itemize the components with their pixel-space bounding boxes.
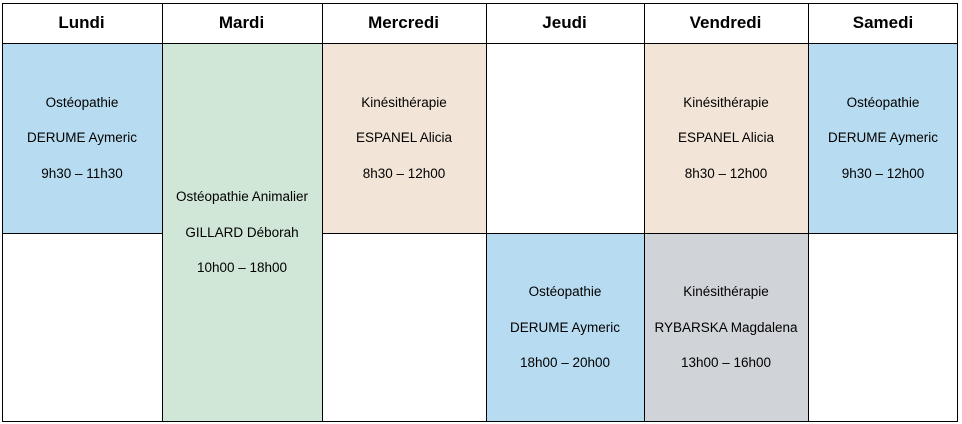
slot-lundi-morning	[2, 43, 162, 233]
column-divider	[162, 3, 163, 422]
header-jeudi: Jeudi	[542, 13, 587, 32]
slot-jeudi-evening	[486, 233, 644, 422]
border-top	[2, 3, 958, 4]
header-vendredi: Vendredi	[689, 13, 762, 32]
slot-vendredi-morning	[644, 43, 808, 233]
slot-activity: Ostéopathie	[846, 94, 920, 110]
slot-activity: Ostéopathie	[528, 284, 602, 300]
slot-practitioner: GILLARD Déborah	[185, 224, 299, 240]
slot-activity: Kinésithérapie	[361, 94, 447, 110]
column-divider	[644, 3, 645, 422]
slot-practitioner: DERUME Aymeric	[26, 130, 138, 146]
border-bottom	[2, 421, 958, 422]
header-mardi: Mardi	[218, 13, 265, 32]
slot-mercredi-morning	[322, 43, 486, 233]
header-divider	[2, 43, 958, 44]
slot-time: 8h30 – 12h00	[684, 165, 768, 181]
column-divider	[808, 3, 809, 422]
slot-activity: Ostéopathie Animalier	[175, 189, 309, 205]
row-divider-lundi	[2, 233, 162, 234]
slot-activity: Ostéopathie	[45, 94, 119, 110]
slot-practitioner: ESPANEL Alicia	[355, 130, 453, 146]
header-lundi: Lundi	[58, 13, 105, 32]
slot-vendredi-afternoon	[644, 233, 808, 422]
slot-time: 9h30 – 12h00	[841, 165, 925, 181]
column-divider	[322, 3, 323, 422]
column-divider	[486, 3, 487, 422]
slot-time: 8h30 – 12h00	[362, 165, 446, 181]
slot-time: 9h30 – 11h30	[41, 165, 123, 181]
slot-samedi-morning	[808, 43, 958, 233]
header-samedi: Samedi	[852, 13, 914, 32]
border-left	[2, 3, 3, 422]
slot-activity: Kinésithérapie	[683, 284, 769, 300]
slot-practitioner: DERUME Aymeric	[509, 319, 621, 335]
border-right	[957, 3, 958, 422]
weekly-schedule-table	[2, 3, 958, 422]
slot-practitioner: DERUME Aymeric	[827, 130, 939, 146]
row-divider-right	[322, 233, 958, 234]
slot-activity: Kinésithérapie	[683, 94, 769, 110]
slot-practitioner: RYBARSKA Magdalena	[654, 319, 798, 335]
slot-mardi-allday	[162, 43, 322, 422]
header-mercredi: Mercredi	[368, 13, 439, 32]
slot-time: 10h00 – 18h00	[196, 260, 288, 276]
slot-time: 18h00 – 20h00	[519, 355, 611, 371]
slot-time: 13h00 – 16h00	[680, 355, 772, 371]
slot-practitioner: ESPANEL Alicia	[677, 130, 775, 146]
